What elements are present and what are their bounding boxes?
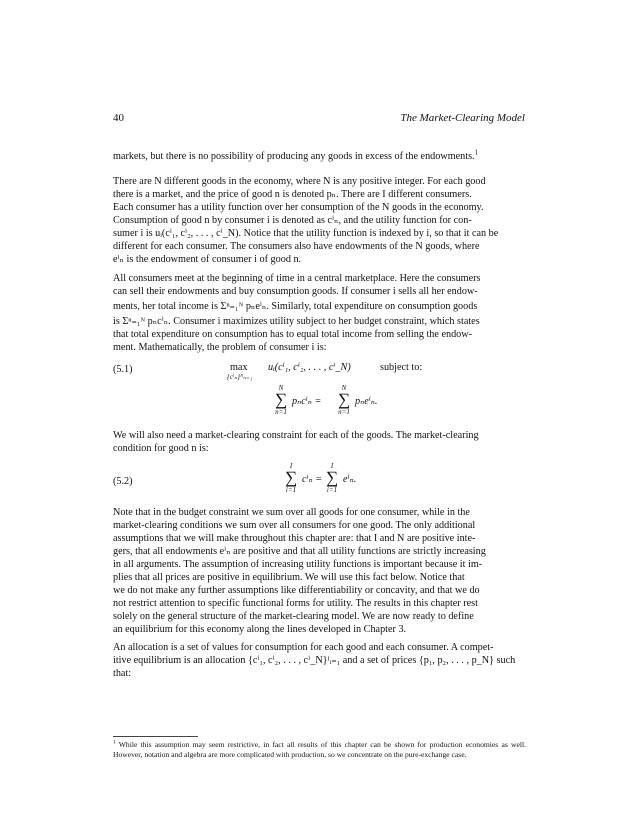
line: Consumption of good n by consumer i is denoted as cⁱₙ, and the utility function for con- [113, 215, 472, 226]
sum-lower-limit: n=1 [275, 408, 287, 416]
sum-lower-limit: i=1 [326, 486, 338, 494]
line: itive equilibrium is an allocation {cⁱ₁, cⁱ₂, . . . , cⁱ_N}ᴵᵢ₌₁ and a set of prices {p₁, p₂, . . . , p_N} such [113, 655, 516, 666]
equation-5-2 [283, 462, 403, 502]
page-number: 40 [113, 112, 124, 124]
line: that: [113, 668, 132, 679]
equation-5-1-label: (5.1) [113, 364, 133, 375]
paragraph-4 [113, 429, 526, 455]
paragraph-3 [113, 272, 526, 354]
footnote-mark: 1 [113, 739, 116, 746]
line: that total expenditure on consumption has to equal total income from selling the endow- [113, 329, 473, 340]
line: solely on the general structure of the market-clearing model. We are now ready to define [113, 611, 474, 622]
line: can sell their endowments and buy consumption goods. If consumer i sells all her endow- [113, 286, 478, 297]
sigma-symbol: ∑ [337, 390, 351, 409]
paragraph-5 [113, 506, 526, 636]
line: not restrict attention to specific functional forms for utility. The results in this chapter rest [113, 598, 478, 609]
objective-function: uᵢ(cⁱ₁, cⁱ₂, . . . , cⁱ_N) [268, 362, 351, 373]
sigma-symbol: ∑ [325, 468, 339, 487]
line: sumer i is uᵢ(cⁱ₁, cⁱ₂, . . . , cⁱ_N). Notice that the utility function is indexed by i, so that it can be [113, 228, 499, 239]
equation-5-2-label: (5.2) [113, 476, 133, 487]
rhs-term: pₙeⁱₙ. [355, 396, 378, 407]
sum-lhs [273, 384, 289, 416]
line: An allocation is a set of values for consumption for each good and each consumer. A compet- [113, 642, 494, 653]
sum-upper-limit: I [289, 462, 293, 470]
sum-upper-limit: N [278, 384, 284, 392]
line: ments, her total income is Σⁿ₌₁ᴺ pₙeⁱₙ. Similarly, total expenditure on consumption goods [113, 301, 478, 312]
sum-lower-limit: i=1 [285, 486, 297, 494]
lhs-term: cⁱₙ = [302, 474, 323, 485]
line: there is a market, and the price of good n is denoted pₙ. There are I different consumers. [113, 189, 472, 200]
sum-upper-limit: I [330, 462, 334, 470]
max-subscript: {cⁱₙ}ᴺₙ₌₁ [227, 373, 253, 381]
sum-lhs [283, 462, 299, 494]
footnote-ref: 1 [474, 148, 479, 157]
line: different for each consumer. The consumers also have endowments of the N goods, where [113, 241, 480, 252]
line: eⁱₙ is the endowment of consumer i of good n. [113, 254, 302, 265]
line: assumptions that we will make throughout this chapter are: that I and N are positive inte- [113, 533, 476, 544]
sum-rhs [324, 462, 340, 494]
line: plies that all prices are positive in equilibrium. We will use this fact below. Notice that [113, 572, 465, 583]
line: All consumers meet at the beginning of time in a central marketplace. Here the consumers [113, 273, 481, 284]
lhs-term: pₙcⁱₙ = [292, 396, 322, 407]
running-title: The Market-Clearing Model [400, 112, 525, 124]
para1-text: markets, but there is no possibility of producing any goods in excess of the endowments. [113, 151, 475, 162]
line: in all arguments. The assumption of increasing utility functions is important because it im- [113, 559, 483, 570]
line: condition for good n is: [113, 443, 209, 454]
line: Note that in the budget constraint we sum over all goods for one consumer, while in the [113, 507, 470, 518]
line: gers, that all endowments eⁱₙ are positive and that all utility functions are strictly increasing [113, 546, 486, 557]
paragraph-2 [113, 175, 526, 266]
line: Each consumer has a utility function over her consumption of the N goods in the economy. [113, 202, 484, 213]
sum-upper-limit: N [341, 384, 347, 392]
footnote [113, 740, 526, 760]
line: ment. Mathematically, the problem of consumer i is: [113, 342, 327, 353]
line: market-clearing conditions we sum over all consumers for one good. The only additional [113, 520, 476, 531]
sigma-symbol: ∑ [284, 468, 298, 487]
max-operator: max [230, 362, 248, 373]
line: an equilibrium for this economy along the lines developed in Chapter 3. [113, 624, 407, 635]
footnote-rule [113, 736, 198, 737]
line: We will also need a market-clearing constraint for each of the goods. The market-clearing [113, 430, 479, 441]
line: we do not make any further assumptions like differentiability or concavity, and that we do [113, 585, 480, 596]
line: There are N different goods in the economy, where N is any positive integer. For each good [113, 176, 486, 187]
sigma-symbol: ∑ [274, 390, 288, 409]
sum-rhs [336, 384, 352, 416]
running-header [113, 112, 525, 126]
paragraph-1 [113, 150, 526, 163]
footnote-text: While this assumption may seem restrictive, in fact all results of this chapter can be shown for production economies as well. However, notation and algebra are more complicated with production, so we concentrate on the pure-exchange case. [113, 740, 526, 759]
rhs-term: eⁱₙ. [343, 474, 357, 485]
paragraph-6 [113, 641, 526, 680]
sum-lower-limit: n=1 [338, 408, 350, 416]
line: is Σⁿ₌₁ᴺ pₙcⁱₙ. Consumer i maximizes utility subject to her budget constraint, which states [113, 316, 480, 327]
subject-to-text: subject to: [380, 362, 423, 373]
